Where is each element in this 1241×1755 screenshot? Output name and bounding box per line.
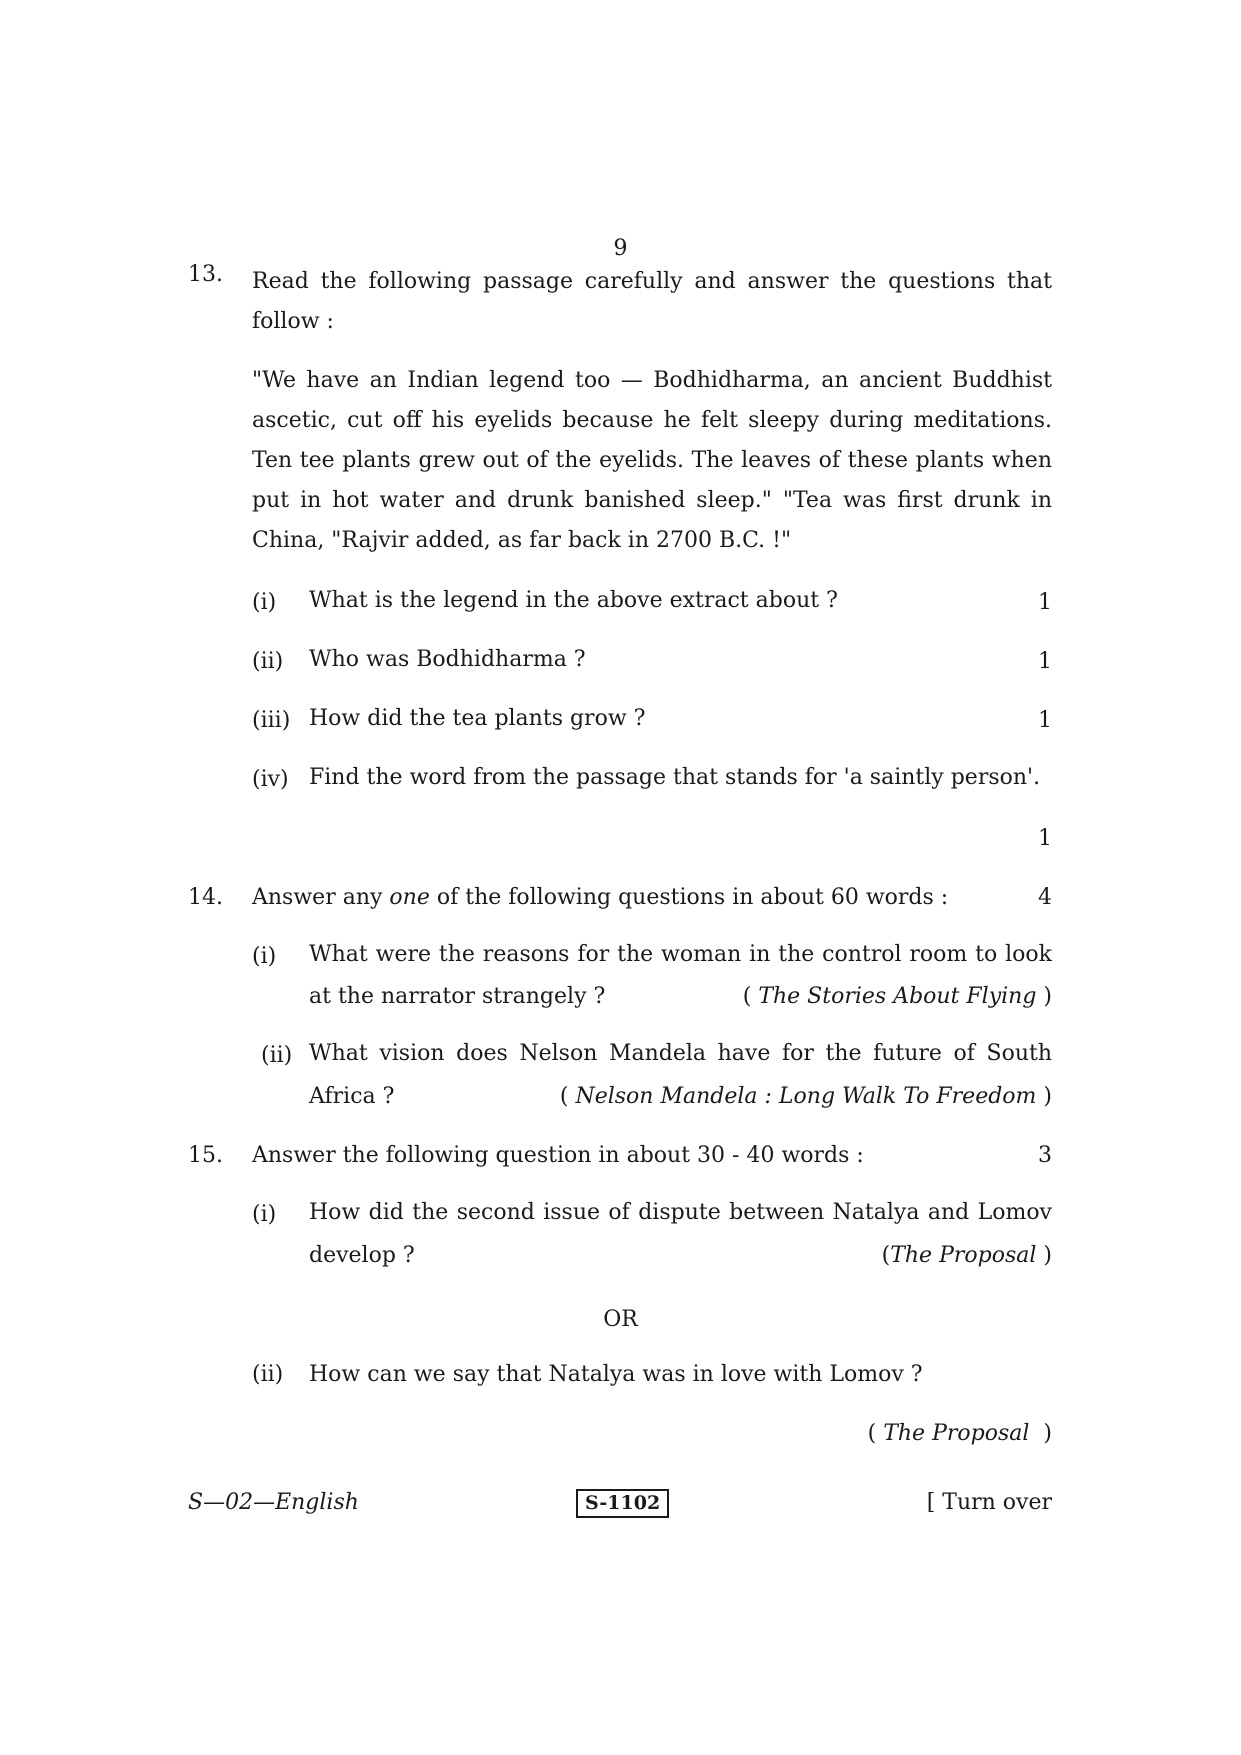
source-bracket: ( xyxy=(867,1421,884,1446)
sub-question-number: (iv) xyxy=(252,767,289,792)
marks: 1 xyxy=(1038,649,1052,674)
question-prompt xyxy=(252,885,948,910)
sub-question-number: (i) xyxy=(252,590,277,615)
sub-question-number: (ii) xyxy=(261,1043,293,1068)
marks: 1 xyxy=(1038,826,1052,851)
passage-line: ascetic, cut off his eyelids because he felt sleepy during meditations. xyxy=(252,408,1052,433)
sub-question-text: What vision does Nelson Mandela have for the future of South xyxy=(309,1041,1052,1066)
sub-question-text: How can we say that Natalya was in love with Lomov ? xyxy=(309,1362,923,1387)
source-title: The Proposal xyxy=(883,1421,1030,1446)
source-bracket: ( xyxy=(881,1243,891,1268)
sub-question-number: (i) xyxy=(252,944,277,969)
marks: 1 xyxy=(1038,590,1052,615)
sub-question-number: (ii) xyxy=(252,1362,284,1387)
prompt-emphasis: one xyxy=(389,885,430,910)
sub-question-number: (iii) xyxy=(252,708,291,733)
source-title: Nelson Mandela : Long Walk To Freedom xyxy=(575,1084,1037,1109)
sub-question-number: (ii) xyxy=(252,649,284,674)
question-prompt: Answer the following question in about 30 - 40 words : xyxy=(252,1143,864,1168)
source-bracket: ) xyxy=(1036,984,1052,1009)
source-bracket: ) xyxy=(1036,1084,1052,1109)
footer-subject: S—02—English xyxy=(188,1490,359,1515)
sub-question-text: Who was Bodhidharma ? xyxy=(309,647,586,672)
question-prompt: Read the following passage carefully and answer the questions that xyxy=(252,269,1052,294)
question-prompt-cont: follow : xyxy=(252,309,334,334)
footer-turn-over: [ Turn over xyxy=(926,1490,1052,1515)
marks: 1 xyxy=(1038,708,1052,733)
marks: 3 xyxy=(1038,1143,1052,1168)
source-bracket: ( xyxy=(742,984,759,1009)
sub-question-text: What were the reasons for the woman in the control room to look xyxy=(309,942,1052,967)
passage-line: China, "Rajvir added, as far back in 2700 B.C. !" xyxy=(252,528,792,553)
source-bracket: ) xyxy=(1036,1243,1052,1268)
source-reference xyxy=(560,1084,1052,1109)
question-number: 13. xyxy=(188,262,223,287)
source-reference xyxy=(882,1243,1052,1268)
sub-question-text-cont: develop ? xyxy=(309,1243,415,1268)
passage-line: put in hot water and drunk banished sleep." "Tea was first drunk in xyxy=(252,488,1052,513)
source-reference xyxy=(868,1421,1052,1446)
passage-line: "We have an Indian legend too — Bodhidharma, an ancient Buddhist xyxy=(252,368,1052,393)
sub-question-text: Find the word from the passage that stands for 'a saintly person'. xyxy=(309,765,1041,790)
footer-paper-code: S-1102 xyxy=(576,1489,669,1518)
sub-question-number: (i) xyxy=(252,1202,277,1227)
passage-line: Ten tee plants grew out of the eyelids. The leaves of these plants when xyxy=(252,448,1052,473)
marks: 4 xyxy=(1038,885,1052,910)
source-bracket: ) xyxy=(1029,1421,1052,1446)
prompt-text: Answer any xyxy=(252,885,390,910)
sub-question-text: How did the tea plants grow ? xyxy=(309,706,646,731)
sub-question-text-cont: at the narrator strangely ? xyxy=(309,984,606,1009)
prompt-text: of the following questions in about 60 words : xyxy=(429,885,949,910)
source-title: The Stories About Flying xyxy=(758,984,1037,1009)
sub-question-text-cont: Africa ? xyxy=(309,1084,395,1109)
question-number: 15. xyxy=(188,1143,223,1168)
sub-question-text: How did the second issue of dispute between Natalya and Lomov xyxy=(309,1200,1052,1225)
page-number: 9 xyxy=(613,236,628,261)
source-bracket: ( xyxy=(559,1084,576,1109)
sub-question-text: What is the legend in the above extract about ? xyxy=(309,588,838,613)
or-separator: OR xyxy=(603,1307,638,1332)
question-number: 14. xyxy=(188,885,223,910)
source-reference xyxy=(743,984,1052,1009)
source-title: The Proposal xyxy=(890,1243,1037,1268)
